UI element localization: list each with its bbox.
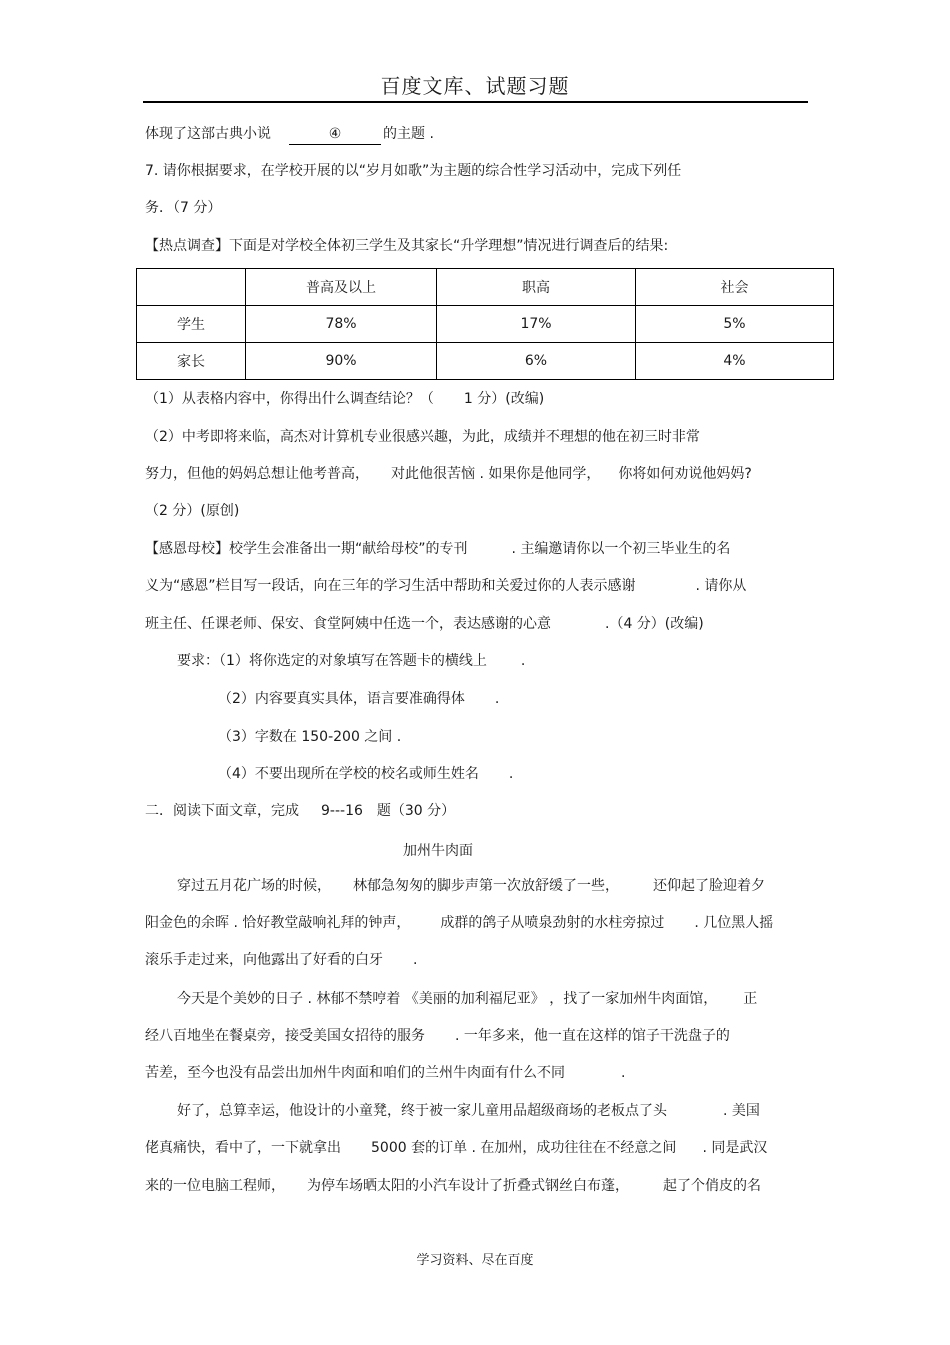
text-segment: 为停车场晒太阳的小汽车设计了折叠式钢丝白布蓬，: [307, 1178, 629, 1194]
text-segment: .: [413, 952, 418, 968]
text-segment: 来的一位电脑工程师，: [145, 1178, 285, 1194]
table-cell: 90%: [246, 343, 437, 380]
table-cell: 学生: [137, 306, 246, 343]
requirement-1-b: .: [520, 653, 526, 669]
article-title: 加州牛肉面: [403, 843, 473, 859]
table-header-cell: [137, 269, 246, 306]
table-header-cell: 社会: [636, 269, 834, 306]
thanks-line-3-a: 班主任、任课老师、保安、食堂阿姨中任选一个，表达感谢的心意: [145, 616, 551, 632]
q7-line-1: 7. 请你根据要求，在学校开展的以“岁月如歌”为主题的综合性学习活动中，完成下列任: [145, 163, 682, 179]
thanks-line-1-a: 【感恩母校】校学生会准备出一期“献给母校”的专刊: [145, 541, 468, 557]
q7-sub2-line-3: （2 分）(原创): [145, 503, 240, 519]
text-segment: 成群的鸽子从喷泉劲射的水柱旁掠过: [440, 915, 665, 931]
q6-tail-post: 的主题 .: [383, 126, 434, 142]
text-segment: 今天是个美妙的日子 . 林郁不禁哼着 《美丽的加利福尼亚》 ，找了一家加州牛肉面馆，: [177, 991, 718, 1007]
article-p3-line-2: [145, 1138, 767, 1158]
page-header-title: 百度文库、试题习题: [380, 74, 570, 98]
table-cell: 4%: [636, 343, 834, 380]
thanks-line-2-a: 义为“感恩”栏目写一段话，向在三年的学习生活中帮助和关爱过你的人表示感谢: [145, 578, 636, 594]
section-2-a: 二．阅读下面文章，完成: [145, 803, 299, 819]
text-segment: . 同是武汉: [702, 1140, 768, 1156]
section-2-b: 9---16: [321, 803, 363, 819]
requirement-1-a: 要求：（1）将你选定的对象填写在答题卡的横线上: [177, 653, 487, 669]
section-2-heading: [145, 801, 455, 821]
text-segment: . 一年多来，他一直在这样的馆子干洗盘子的: [455, 1028, 730, 1044]
article-p2-line-3: [145, 1063, 625, 1083]
table-cell: 5%: [636, 306, 834, 343]
article-p1-line-1: [177, 876, 765, 896]
hot-survey-intro: 【热点调查】下面是对学校全体初三学生及其家长“升学理想”情况进行调查后的结果:: [145, 238, 669, 254]
thanks-line-3: [145, 614, 704, 634]
table-header-cell: 职高: [437, 269, 636, 306]
thanks-line-1-b: . 主编邀请你以一个初三毕业生的名: [511, 541, 731, 557]
table-cell: 17%: [437, 306, 636, 343]
requirement-1: [177, 651, 525, 671]
text-segment: .: [621, 1065, 626, 1081]
q7-sub1-b: 1 分）(改编): [463, 391, 545, 407]
q7-line-2: 务．（7 分）: [145, 200, 222, 216]
requirement-4-a: （4）不要出现所在学校的校名或师生姓名: [218, 766, 479, 782]
table-row: [137, 343, 834, 380]
requirement-4: [218, 764, 513, 784]
thanks-line-3-b: .（4 分）(改编): [605, 616, 704, 632]
text-segment: 滚乐手走过来，向他露出了好看的白牙: [145, 952, 383, 968]
header-divider: [143, 101, 808, 103]
text-segment: 好了，总算幸运，他设计的小童凳，终于被一家儿童用品超级商场的老板点了头: [177, 1103, 667, 1119]
answer-blank: ④: [289, 124, 381, 145]
q7-sub2-b: 对此他很苦恼 . 如果你是他同学，: [391, 466, 601, 482]
article-p3-line-3: [145, 1176, 761, 1196]
text-segment: 正: [743, 991, 758, 1007]
requirement-4-b: .: [508, 766, 514, 782]
requirement-2-b: .: [494, 691, 500, 707]
requirement-3: （3）字数在 150-200 之间 .: [218, 729, 402, 745]
q7-sub2-c: 你将如何劝说他妈妈?: [618, 466, 752, 482]
requirement-2: [218, 689, 499, 709]
text-segment: 起了个俏皮的名: [663, 1178, 761, 1194]
requirement-2-a: （2）内容要真实具体，语言要准确得体: [218, 691, 465, 707]
text-segment: . 美国: [723, 1103, 760, 1119]
article-p1-line-2: [145, 913, 773, 933]
table-row: [137, 306, 834, 343]
q7-sub2-a: 努力，但他的妈妈总想让他考普高，: [145, 466, 369, 482]
q6-tail-line: [145, 124, 434, 145]
article-p1-line-3: [145, 950, 417, 970]
article-p2-line-1: [177, 989, 757, 1009]
q7-sub1: [145, 389, 544, 409]
text-segment: 5000 套的订单 . 在加州，成功往往在不经意之间: [371, 1140, 677, 1156]
page-footer: 学习资料、尽在百度: [416, 1253, 534, 1268]
table-cell: 78%: [246, 306, 437, 343]
q7-sub1-a: （1）从表格内容中，你得出什么调查结论？（: [145, 391, 434, 407]
thanks-line-1: [145, 539, 730, 559]
q6-tail-pre: 体现了这部古典小说: [145, 126, 271, 142]
thanks-line-2: [145, 576, 746, 596]
thanks-line-2-b: . 请你从: [695, 578, 747, 594]
section-2-c: 题（30 分）: [376, 803, 456, 819]
table-header-row: [137, 269, 834, 306]
q7-sub2-line-2: [145, 464, 752, 484]
text-segment: 佬真痛快，看中了，一下就拿出: [145, 1140, 341, 1156]
table-header-cell: 普高及以上: [246, 269, 437, 306]
table-cell: 家长: [137, 343, 246, 380]
text-segment: 经八百地坐在餐桌旁，接受美国女招待的服务: [145, 1028, 425, 1044]
text-segment: 苦差，至今也没有品尝出加州牛肉面和咱们的兰州牛肉面有什么不同: [145, 1065, 565, 1081]
article-p3-line-1: [177, 1101, 760, 1121]
table-cell: 6%: [437, 343, 636, 380]
text-segment: 林郁急匆匆的脚步声第一次放舒缓了一些，: [353, 878, 619, 894]
text-segment: . 几位黑人摇: [694, 915, 774, 931]
survey-table: [136, 268, 834, 380]
article-p2-line-2: [145, 1026, 730, 1046]
text-segment: 阳金色的余晖 . 恰好教堂敲响礼拜的钟声，: [145, 915, 411, 931]
q7-sub2-line-1: （2）中考即将来临，高杰对计算机专业很感兴趣，为此，成绩并不理想的他在初三时非常: [145, 429, 700, 445]
text-segment: 穿过五月花广场的时候，: [177, 878, 331, 894]
text-segment: 还仰起了脸迎着夕: [653, 878, 765, 894]
